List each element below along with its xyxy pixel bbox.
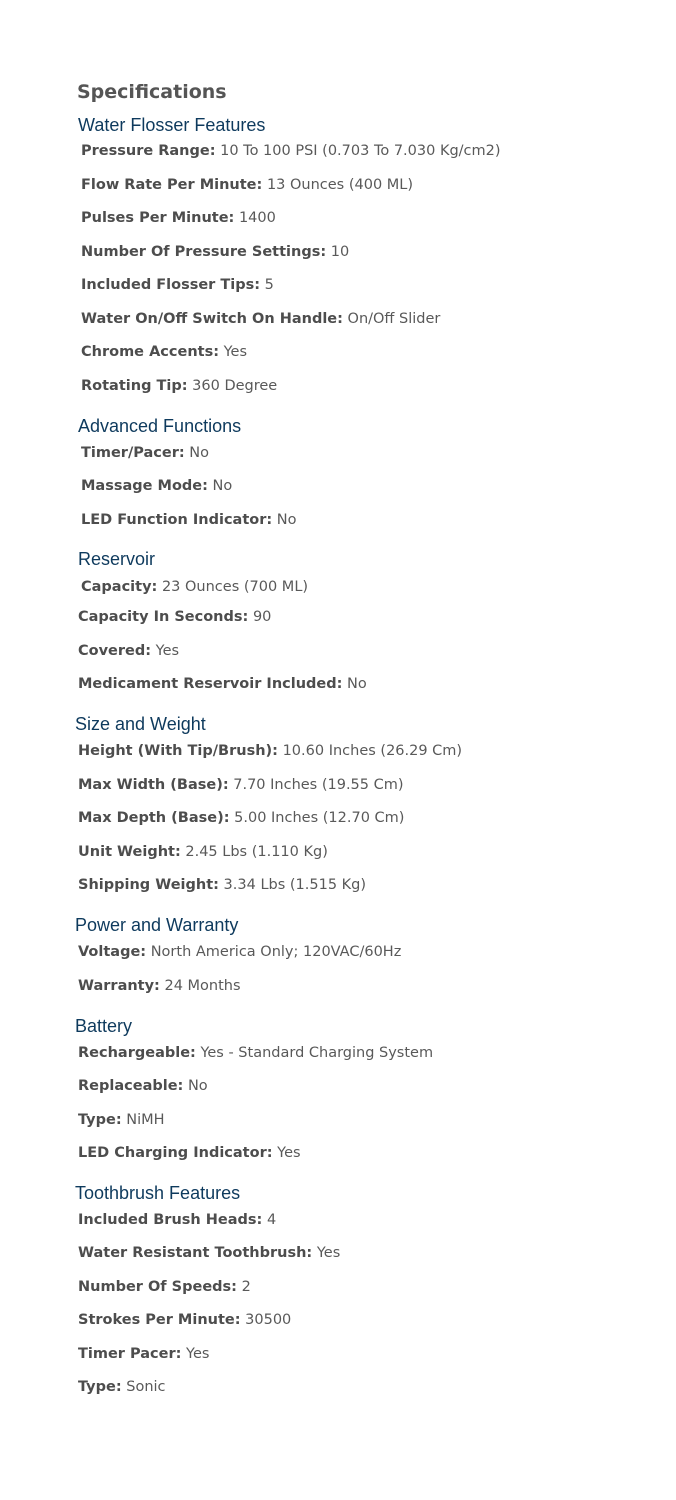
- spec-value: On/Off Slider: [347, 311, 441, 327]
- spec-value: 5.00 Inches (12.70 Cm): [234, 810, 405, 826]
- spec-label: LED Function Indicator:: [81, 512, 273, 528]
- spec-label: Type:: [78, 1112, 122, 1128]
- spec-row-reservoir-covered: [78, 643, 179, 659]
- spec-value: No: [212, 478, 233, 494]
- section-heading-toothbrush-features: Toothbrush Features: [75, 1183, 241, 1203]
- spec-row-toothbrush-features-water-resistant-toothbrush: [78, 1245, 340, 1261]
- spec-row-water-flosser-features-water-on-off-switch-on-handle: [81, 311, 440, 327]
- spec-row-toothbrush-features-included-brush-heads: [78, 1212, 276, 1228]
- spec-row-toothbrush-features-type: [78, 1379, 166, 1395]
- spec-row-battery-led-charging-indicator: [78, 1145, 301, 1161]
- spec-row-advanced-functions-massage-mode: [81, 478, 232, 494]
- spec-row-battery-rechargeable: [78, 1045, 433, 1061]
- spec-value: 2.45 Lbs (1.110 Kg): [185, 844, 328, 860]
- spec-label: Height (With Tip/Brush):: [78, 743, 278, 759]
- section-heading-advanced-functions: Advanced Functions: [78, 416, 242, 436]
- spec-label: Massage Mode:: [81, 478, 208, 494]
- spec-value: North America Only; 120VAC/60Hz: [150, 944, 402, 960]
- spec-row-water-flosser-features-rotating-tip: [81, 378, 277, 394]
- spec-value: 23 Ounces (700 ML): [161, 579, 309, 595]
- spec-label: Capacity In Seconds:: [78, 609, 249, 625]
- spec-value: No: [187, 1078, 208, 1094]
- spec-label: LED Charging Indicator:: [78, 1145, 273, 1161]
- section-heading-size-and-weight: Size and Weight: [75, 714, 206, 734]
- spec-label: Strokes Per Minute:: [78, 1312, 241, 1328]
- spec-label: Rechargeable:: [78, 1045, 196, 1061]
- spec-label: Rotating Tip:: [81, 378, 188, 394]
- spec-label: Number Of Pressure Settings:: [81, 244, 327, 260]
- spec-label: Included Brush Heads:: [78, 1212, 263, 1228]
- section-heading-reservoir: Reservoir: [78, 549, 156, 569]
- spec-label: Timer/Pacer:: [81, 445, 185, 461]
- section-heading-battery: Battery: [75, 1016, 133, 1036]
- spec-value: 1400: [238, 210, 276, 226]
- spec-label: Medicament Reservoir Included:: [78, 676, 343, 692]
- spec-value: 24 Months: [164, 978, 241, 994]
- spec-row-toothbrush-features-strokes-per-minute: [78, 1312, 291, 1328]
- spec-label: Included Flosser Tips:: [81, 277, 261, 293]
- spec-label: Shipping Weight:: [78, 877, 219, 893]
- spec-value: NiMH: [126, 1112, 165, 1128]
- spec-value: Yes: [277, 1145, 301, 1161]
- spec-value: No: [189, 445, 209, 461]
- spec-value: 360 Degree: [192, 378, 278, 394]
- spec-value: 90: [252, 609, 272, 625]
- page-title: Specifications: [77, 81, 227, 103]
- spec-label: Max Width (Base):: [78, 777, 229, 793]
- spec-row-reservoir-capacity-in-seconds: [78, 609, 271, 625]
- spec-row-advanced-functions-timer-pacer: [81, 445, 209, 461]
- spec-row-size-and-weight-height-with-tip-brush: [78, 743, 462, 759]
- spec-row-water-flosser-features-number-of-pressure-settings: [81, 244, 349, 260]
- spec-label: Water On/Off Switch On Handle:: [81, 311, 343, 327]
- spec-label: Unit Weight:: [78, 844, 181, 860]
- section-heading-water-flosser-features: Water Flosser Features: [78, 115, 266, 135]
- spec-value: 7.70 Inches (19.55 Cm): [233, 777, 404, 793]
- spec-label: Max Depth (Base):: [78, 810, 230, 826]
- spec-value: Sonic: [126, 1379, 166, 1395]
- spec-row-water-flosser-features-pressure-range: [81, 143, 501, 159]
- spec-label: Flow Rate Per Minute:: [81, 177, 263, 193]
- spec-row-advanced-functions-led-function-indicator: [81, 512, 297, 528]
- spec-value: 5: [264, 277, 274, 293]
- spec-value: Yes: [316, 1245, 341, 1261]
- spec-value: Yes: [155, 643, 180, 659]
- spec-label: Pulses Per Minute:: [81, 210, 235, 226]
- spec-label: Water Resistant Toothbrush:: [78, 1245, 313, 1261]
- spec-value: No: [276, 512, 297, 528]
- spec-value: 10.60 Inches (26.29 Cm): [282, 743, 463, 759]
- spec-label: Pressure Range:: [81, 143, 216, 159]
- spec-value: Yes: [186, 1346, 210, 1362]
- spec-value: Yes: [223, 344, 248, 360]
- spec-value: 4: [266, 1212, 277, 1228]
- spec-row-size-and-weight-unit-weight: [78, 844, 328, 860]
- spec-row-battery-type: [78, 1112, 165, 1128]
- section-heading-power-and-warranty: Power and Warranty: [75, 915, 239, 935]
- spec-value: 13 Ounces (400 ML): [266, 177, 414, 193]
- spec-label: Timer Pacer:: [78, 1346, 182, 1362]
- spec-row-water-flosser-features-included-flosser-tips: [81, 277, 274, 293]
- spec-row-battery-replaceable: [78, 1078, 208, 1094]
- spec-value: Yes - Standard Charging System: [200, 1045, 434, 1061]
- spec-label: Warranty:: [78, 978, 160, 994]
- spec-row-water-flosser-features-chrome-accents: [81, 344, 247, 360]
- spec-row-reservoir-medicament-reservoir-included: [78, 676, 367, 692]
- spec-row-size-and-weight-shipping-weight: [78, 877, 366, 893]
- spec-label: Replaceable:: [78, 1078, 184, 1094]
- spec-label: Voltage:: [78, 944, 147, 960]
- spec-label: Number Of Speeds:: [78, 1279, 237, 1295]
- spec-value: 10: [330, 244, 350, 260]
- spec-value: 3.34 Lbs (1.515 Kg): [223, 877, 367, 893]
- spec-row-size-and-weight-max-depth-base: [78, 810, 404, 826]
- spec-row-size-and-weight-max-width-base: [78, 777, 404, 793]
- spec-row-water-flosser-features-flow-rate-per-minute: [81, 177, 413, 193]
- spec-label: Covered:: [78, 643, 152, 659]
- spec-row-reservoir-capacity: [81, 579, 308, 595]
- spec-row-power-and-warranty-voltage: [78, 944, 401, 960]
- spec-label: Chrome Accents:: [81, 344, 219, 360]
- spec-row-toothbrush-features-timer-pacer: [78, 1346, 209, 1362]
- spec-value: No: [347, 676, 367, 692]
- spec-value: 30500: [245, 1312, 292, 1328]
- spec-row-toothbrush-features-number-of-speeds: [78, 1279, 251, 1295]
- spec-row-water-flosser-features-pulses-per-minute: [81, 210, 276, 226]
- spec-value: 2: [241, 1279, 251, 1295]
- spec-label: Type:: [78, 1379, 122, 1395]
- spec-row-power-and-warranty-warranty: [78, 978, 241, 994]
- spec-value: 10 To 100 PSI (0.703 To 7.030 Kg/cm2): [220, 143, 501, 159]
- spec-label: Capacity:: [81, 579, 158, 595]
